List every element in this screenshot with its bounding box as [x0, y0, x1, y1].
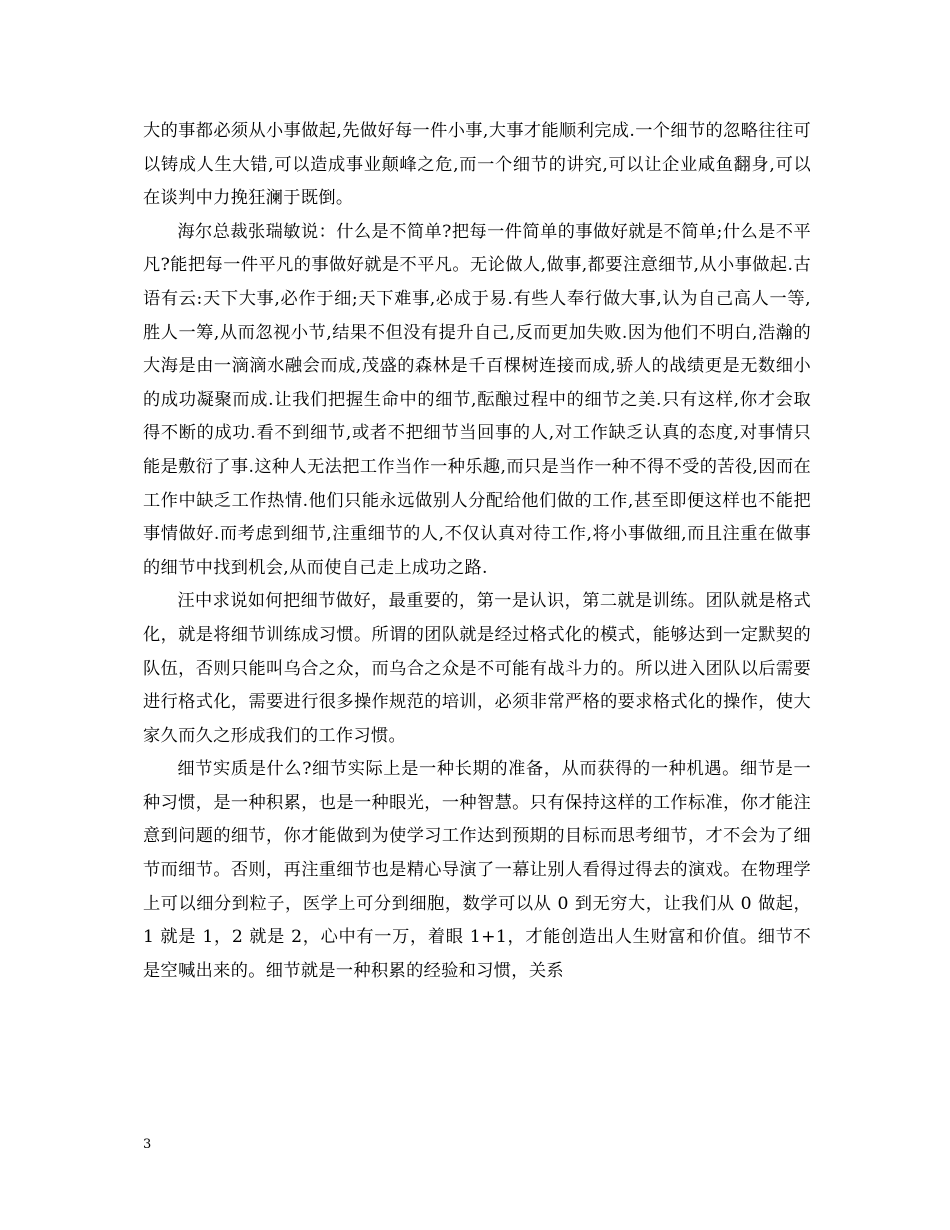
paragraph-wang-zhongqiu: 汪中求说如何把细节做好，最重要的，第一是认识，第二就是训练。团队就是格式化，就是将细节训练成习惯。所谓的团队就是经过格式化的模式，能够达到一定默契的队伍，否则只能叫乌合之众，而乌合之众是不可能有战斗力的。所以进入团队以后需要进行格式化，需要进行很多操作规范的培训，必须非常严格的要求格式化的操作，使大家久而久之形成我们的工作习惯。: [143, 591, 811, 746]
paragraph-detail-essence: 细节实质是什么?细节实际上是一种长期的准备，从而获得的一种机遇。细节是一种习惯，是一种积累，也是一种眼光，一种智慧。只有保持这样的工作标准，你才能注意到问题的细节，你才能做到为使学习工作达到预期的目标而思考细节，才不会为了细节而细节。否则，再注重细节也是精心导演了一幕让别人看得过得去的演戏。在物理学上可以细分到粒子，医学上可分到细胞，数学可以从 0 到无穷大，让我们从 0 做起，1 就是 1，2 就是 2，心中有一万，着眼 1+1，才能创造出人生财富和价值。细节不是空喊出来的。细节就是一种积累的经验和习惯，关系: [143, 759, 811, 981]
document-body: [143, 115, 811, 988]
page-number: 3: [143, 1137, 152, 1152]
paragraph-continued: 大的事都必须从小事做起,先做好每一件小事,大事才能顺利完成.一个细节的忽略往往可以铸成人生大错,可以造成事业颠峰之危,而一个细节的讲究,可以让企业咸鱼翻身,可以在谈判中力挽狂澜于既倒。: [143, 121, 811, 209]
paragraph-zhang-ruimin: 海尔总裁张瑞敏说：什么是不简单?把每一件简单的事做好就是不简单;什么是不平凡?能把每一件平凡的事做好就是不平凡。无论做人,做事,都要注意细节,从小事做起.古语有云:天下大事,必作于细;天下难事,必成于易.有些人奉行做大事,认为自己高人一等,胜人一筹,从而忽视小节,结果不但没有提升自己,反而更加失败.因为他们不明白,浩瀚的大海是由一滴滴水融会而成,茂盛的森林是千百棵树连接而成,骄人的战绩更是无数细小的成功凝聚而成.让我们把握生命中的细节,酝酿过程中的细节之美.只有这样,你才会取得不断的成功.看不到细节,或者不把细节当回事的人,对工作缺乏认真的态度,对事情只能是敷衍了事.这种人无法把工作当作一种乐趣,而只是当作一种不得不受的苦役,因而在工作中缺乏工作热情.他们只能永远做别人分配给他们做的工作,甚至即便这样也不能把事情做好.而考虑到细节,注重细节的人,不仅认真对待工作,将小事做细,而且注重在做事的细节中找到机会,从而使自己走上成功之路.: [143, 221, 811, 578]
